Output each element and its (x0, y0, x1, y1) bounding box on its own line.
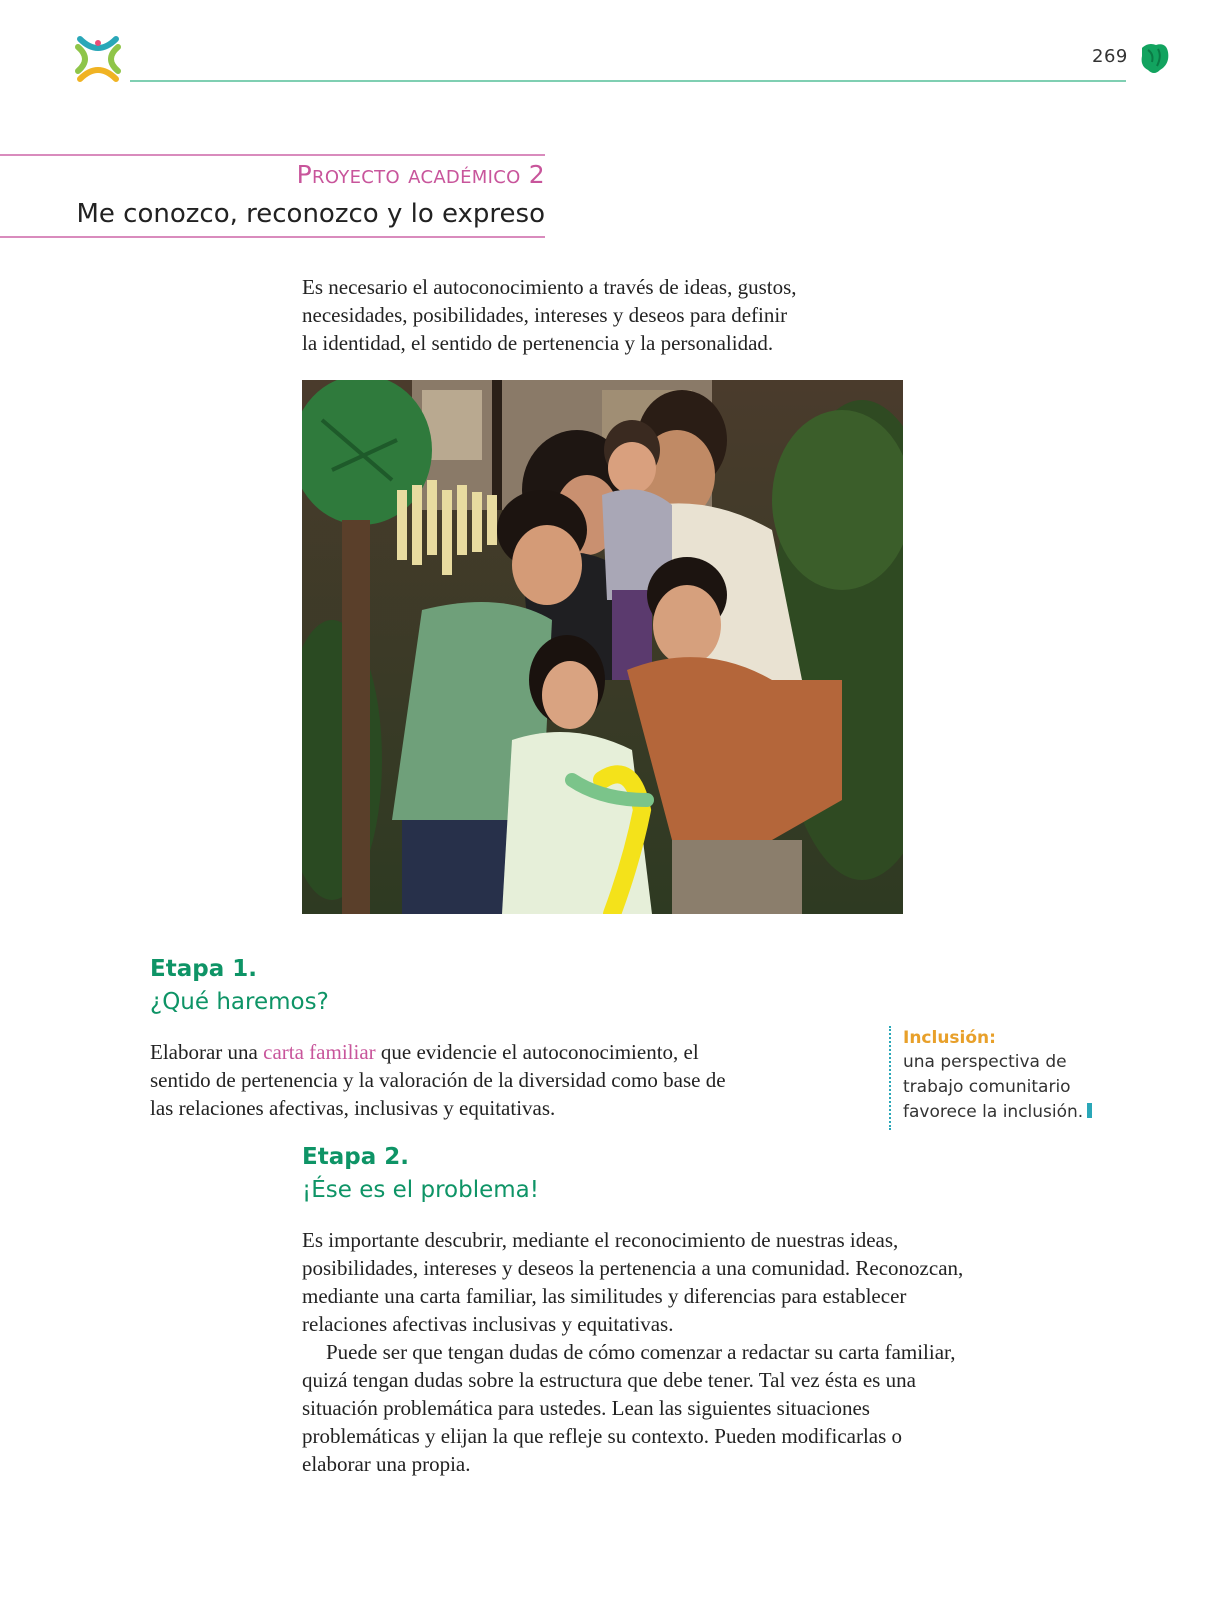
stage1-text-before: Elaborar una (150, 1040, 264, 1064)
stage1-text-after: que evidencie el autoconocimiento, el sentido de pertenencia y la valoración de la diversidad como base de las relaciones afectivas, inclusivas y equitativas. (150, 1040, 726, 1120)
note-definition (903, 1050, 1113, 1125)
intro-line: Es necesario el autoconocimiento a través de ideas, gustos, (302, 275, 797, 299)
stage2-paragraph: Puede ser que tengan dudas de cómo comenzar a redactar su carta familiar, quizá tengan dudas sobre la estructura que debe tener. Tal vez ésta es una situación problemática para ustedes. Lean las siguientes situaciones problemáticas y elijan la que refleje su contexto. Pueden modificarlas o elaborar una propia. (302, 1340, 956, 1476)
project-kicker-text: Proyecto académico 2 (296, 160, 545, 189)
stage1-heading (150, 953, 329, 1019)
keyword-link: carta familiar (263, 1040, 376, 1064)
note-end-marker (1087, 1103, 1092, 1118)
intro-line: necesidades, posibilidades, intereses y deseos para definir (302, 303, 788, 327)
program-logo-icon (72, 33, 124, 85)
leaf-glyph-icon (1138, 40, 1170, 76)
title-rule-bottom (0, 236, 545, 238)
note-definition-text: una perspectiva de trabajo comunitario favorece la inclusión. (903, 1052, 1084, 1122)
intro-line: la identidad, el sentido de pertenencia y la personalidad. (302, 331, 774, 355)
stage2-number: Etapa 2. (302, 1144, 409, 1170)
glossary-note (889, 1026, 1113, 1130)
stage1-paragraph (150, 1038, 750, 1122)
intro-paragraph (302, 273, 902, 357)
note-term: Inclusión: (903, 1028, 996, 1048)
page-number: 269 (1092, 46, 1128, 67)
stage2-paragraph: Es importante descubrir, mediante el reconocimiento de nuestras ideas, posibilidades, intereses y deseos la pertenencia a una comunidad. Reconozcan, mediante una carta familiar, las similitudes y diferencias para establecer relaciones afectivas inclusivas y equitativas. (302, 1228, 964, 1336)
family-photo (302, 380, 903, 914)
project-kicker (297, 160, 545, 189)
stage2-heading (302, 1141, 539, 1207)
stage1-number: Etapa 1. (150, 956, 257, 982)
stage1-title: ¿Qué haremos? (150, 989, 329, 1015)
stage2-title: ¡Ése es el problema! (302, 1177, 539, 1203)
header-divider (130, 80, 1126, 82)
title-rule-top (0, 154, 545, 156)
project-title: Me conozco, reconozco y lo expreso (76, 199, 545, 229)
stage2-body (302, 1226, 972, 1478)
